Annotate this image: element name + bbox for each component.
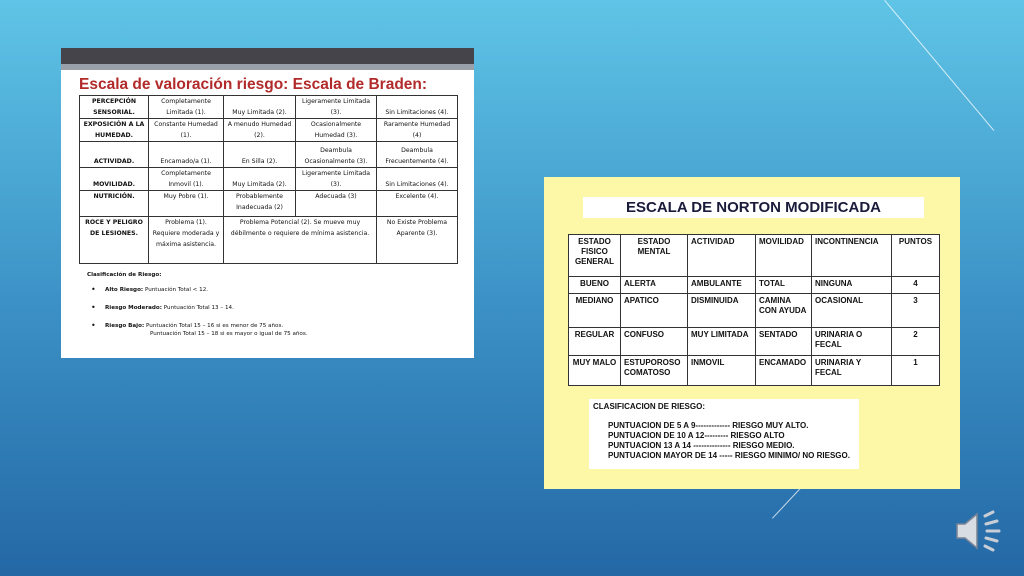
table-cell: MEDIANO bbox=[569, 294, 621, 328]
table-header-cell: MOVILIDAD bbox=[756, 235, 812, 277]
table-cell: Encamado/a (1). bbox=[149, 142, 224, 168]
table-header-cell: ESTADO FISICO GENERAL bbox=[569, 235, 621, 277]
table-cell: APATICO bbox=[621, 294, 688, 328]
table-cell: Ligeramente Limitada (3). bbox=[296, 168, 377, 191]
table-cell: PERCEPCIÓN SENSORIAL. bbox=[80, 96, 149, 119]
table-cell: OCASIONAL bbox=[812, 294, 892, 328]
table-cell: CONFUSO bbox=[621, 328, 688, 356]
table-row bbox=[569, 328, 940, 356]
table-cell: Problema (1). Requiere moderada y máxima asistencia. bbox=[149, 217, 224, 264]
table-header-cell: INCONTINENCIA bbox=[812, 235, 892, 277]
table-cell: Sin Limitaciones (4). bbox=[377, 168, 458, 191]
braden-scale-image bbox=[61, 48, 474, 358]
table-cell: Sin Limitaciones (4). bbox=[377, 96, 458, 119]
table-cell: Deambula Ocasionalmente (3). bbox=[296, 142, 377, 168]
table-cell: 4 bbox=[892, 277, 940, 294]
table-cell: MOVILIDAD. bbox=[80, 168, 149, 191]
risk-text: Puntuación Total 15 – 18 si es mayor o igual de 75 años. bbox=[150, 331, 308, 337]
table-cell: BUENO bbox=[569, 277, 621, 294]
table-cell: REGULAR bbox=[569, 328, 621, 356]
table-header-cell: PUNTOS bbox=[892, 235, 940, 277]
classification-line: PUNTUACION 13 A 14 -------------- RIESGO MEDIO. bbox=[608, 441, 795, 450]
table-cell: Muy Limitada (2). bbox=[224, 168, 296, 191]
classification-item bbox=[87, 322, 308, 338]
risk-text: Puntuación Total 15 – 16 si es menor de 75 años. bbox=[145, 323, 284, 329]
risk-text: Puntuación Total 13 – 14. bbox=[163, 305, 234, 311]
table-row bbox=[80, 168, 458, 191]
classification-line: PUNTUACION DE 5 A 9------------- RIESGO MUY ALTO. bbox=[608, 421, 809, 430]
table-cell: A menudo Humedad (2). bbox=[224, 119, 296, 142]
classification-title: Clasificación de Riesgo: bbox=[87, 272, 162, 278]
braden-table bbox=[79, 95, 458, 264]
table-row bbox=[569, 294, 940, 328]
table-row bbox=[80, 142, 458, 168]
table-cell: Deambula Frecuentemente (4). bbox=[377, 142, 458, 168]
table-cell: Probablemente Inadecuada (2) bbox=[224, 191, 296, 217]
table-cell: No Existe Problema Aparente (3). bbox=[377, 217, 458, 264]
table-cell: Completamente Limitada (1). bbox=[149, 96, 224, 119]
risk-label: Alto Riesgo: bbox=[105, 287, 144, 293]
table-cell: Problema Potencial (2). Se mueve muy débilmente o requiere de mínima asistencia. bbox=[224, 217, 377, 264]
table-cell: MUY MALO bbox=[569, 356, 621, 386]
norton-table bbox=[568, 234, 940, 386]
table-cell: ROCE Y PELIGRO DE LESIONES. bbox=[80, 217, 149, 264]
classification-item bbox=[87, 304, 308, 312]
table-header-row bbox=[569, 235, 940, 277]
risk-text: Puntuación Total < 12. bbox=[144, 287, 209, 293]
table-cell: ESTUPOROSO COMATOSO bbox=[621, 356, 688, 386]
table-header-cell: ESTADO MENTAL bbox=[621, 235, 688, 277]
classification-item bbox=[87, 286, 308, 294]
braden-title: Escala de valoración riesgo: Escala de Braden: bbox=[79, 76, 428, 93]
table-cell: 2 bbox=[892, 328, 940, 356]
table-cell: AMBULANTE bbox=[688, 277, 756, 294]
table-cell: Constante Humedad (1). bbox=[149, 119, 224, 142]
table-cell: URINARIA O FECAL bbox=[812, 328, 892, 356]
table-cell: ACTIVIDAD. bbox=[80, 142, 149, 168]
classification-line: PUNTUACION MAYOR DE 14 ----- RIESGO MINIMO/ NO RIESGO. bbox=[608, 451, 850, 460]
table-cell: Adecuada (3) bbox=[296, 191, 377, 217]
norton-title: ESCALA DE NORTON MODIFICADA bbox=[583, 197, 924, 218]
speaker-icon[interactable] bbox=[953, 508, 1005, 554]
image-header-bar bbox=[61, 48, 474, 64]
table-cell: CAMINA CON AYUDA bbox=[756, 294, 812, 328]
table-row bbox=[80, 191, 458, 217]
table-cell: NUTRICIÓN. bbox=[80, 191, 149, 217]
table-cell: ENCAMADO bbox=[756, 356, 812, 386]
table-cell: EXPOSICIÓN A LA HUMEDAD. bbox=[80, 119, 149, 142]
braden-classification bbox=[87, 272, 308, 338]
image-header-stripe bbox=[61, 64, 474, 70]
table-cell: Excelente (4). bbox=[377, 191, 458, 217]
risk-label: Riesgo Bajo: bbox=[105, 323, 145, 329]
table-row bbox=[80, 96, 458, 119]
norton-classification-box bbox=[589, 399, 859, 469]
table-cell: Ocasionalmente Humedad (3). bbox=[296, 119, 377, 142]
table-cell: Ligeramente Limitada (3). bbox=[296, 96, 377, 119]
table-cell: INMOVIL bbox=[688, 356, 756, 386]
table-cell: MUY LIMITADA bbox=[688, 328, 756, 356]
table-row bbox=[569, 277, 940, 294]
table-cell: Raramente Humedad (4) bbox=[377, 119, 458, 142]
norton-scale-panel bbox=[544, 177, 960, 489]
risk-label: Riesgo Moderado: bbox=[105, 305, 162, 311]
table-cell: ALERTA bbox=[621, 277, 688, 294]
table-cell: SENTADO bbox=[756, 328, 812, 356]
table-header-cell: ACTIVIDAD bbox=[688, 235, 756, 277]
table-row bbox=[569, 356, 940, 386]
table-cell: URINARIA Y FECAL bbox=[812, 356, 892, 386]
table-row bbox=[80, 217, 458, 264]
table-cell: 3 bbox=[892, 294, 940, 328]
table-row bbox=[80, 119, 458, 142]
table-cell: NINGUNA bbox=[812, 277, 892, 294]
classification-title: CLASIFICACION DE RIESGO: bbox=[593, 402, 706, 411]
table-cell: Muy Pobre (1). bbox=[149, 191, 224, 217]
table-cell: 1 bbox=[892, 356, 940, 386]
table-cell: DISMINUIDA bbox=[688, 294, 756, 328]
table-cell: Muy Limitada (2). bbox=[224, 96, 296, 119]
decorative-line bbox=[884, 0, 994, 131]
table-cell: TOTAL bbox=[756, 277, 812, 294]
table-cell: Completamente Inmovil (1). bbox=[149, 168, 224, 191]
classification-line: PUNTUACION DE 10 A 12--------- RIESGO ALTO bbox=[608, 431, 785, 440]
table-cell: En Silla (2). bbox=[224, 142, 296, 168]
